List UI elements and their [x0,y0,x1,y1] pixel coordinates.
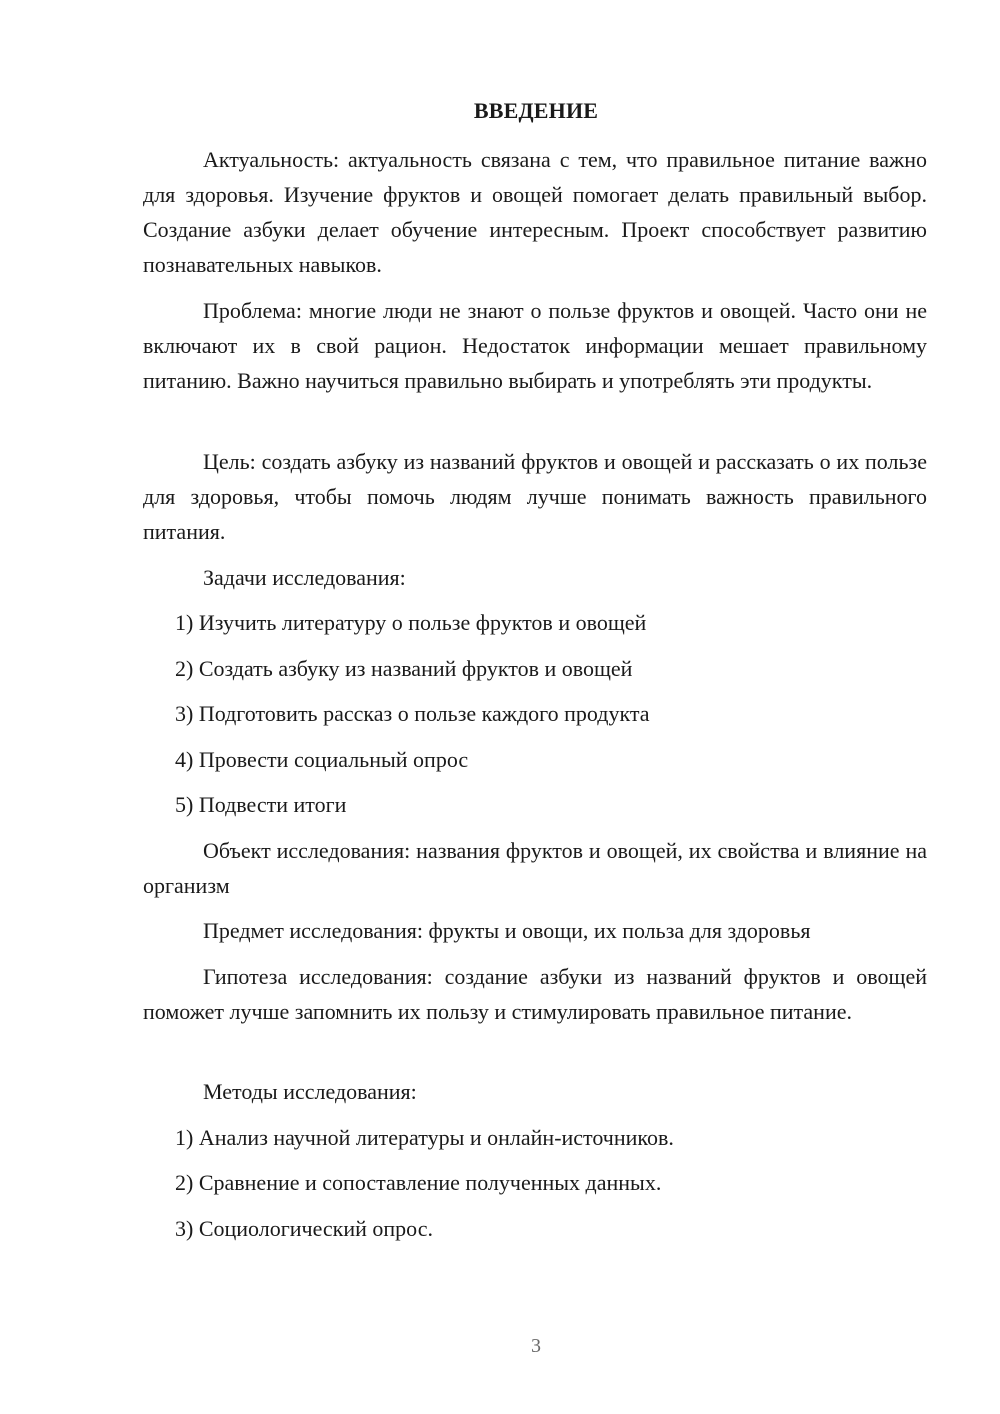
task-item: 2) Создать азбуку из названий фруктов и овощей [175,656,633,681]
page-number: 3 [531,1335,541,1357]
task-item: 4) Провести социальный опрос [175,747,469,772]
relevance-paragraph: Актуальность: актуальность связана с тем, что правильное питание важно для здоровья. Изучение фруктов и овощей помогает делать правильный выбор. Создание азбуки делает обучение интересным. Проект способствует развитию познавательных навыков. [143,147,927,277]
task-item: 1) Изучить литературу о пользе фруктов и овощей [175,610,647,635]
subject-paragraph: Предмет исследования: фрукты и овощи, их польза для здоровья [203,918,811,943]
method-item: 3) Социологический опрос. [175,1216,433,1241]
page-title: ВВЕДЕНИЕ [473,98,599,123]
task-item: 5) Подвести итоги [175,792,347,817]
goal-paragraph: Цель: создать азбуку из названий фруктов и овощей и рассказать о их пользе для здоровья, чтобы помочь людям лучше понимать важность правильного питания. [143,449,927,544]
object-paragraph: Объект исследования: названия фруктов и овощей, их свойства и влияние на организм [143,838,927,898]
methods-heading: Методы исследования: [203,1079,417,1104]
problem-paragraph: Проблема: многие люди не знают о пользе фруктов и овощей. Часто они не включают их в свой рацион. Недостаток информации мешает правильному питанию. Важно научиться правильно выбирать и употреблять эти продукты. [143,298,927,393]
hypothesis-paragraph: Гипотеза исследования: создание азбуки из названий фруктов и овощей поможет лучше запомнить их пользу и стимулировать правильное питание. [143,964,927,1024]
method-item: 1) Анализ научной литературы и онлайн-источников. [175,1125,674,1150]
task-item: 3) Подготовить рассказ о пользе каждого продукта [175,701,650,726]
method-item: 2) Сравнение и сопоставление полученных данных. [175,1170,662,1195]
tasks-heading: Задачи исследования: [203,565,406,590]
